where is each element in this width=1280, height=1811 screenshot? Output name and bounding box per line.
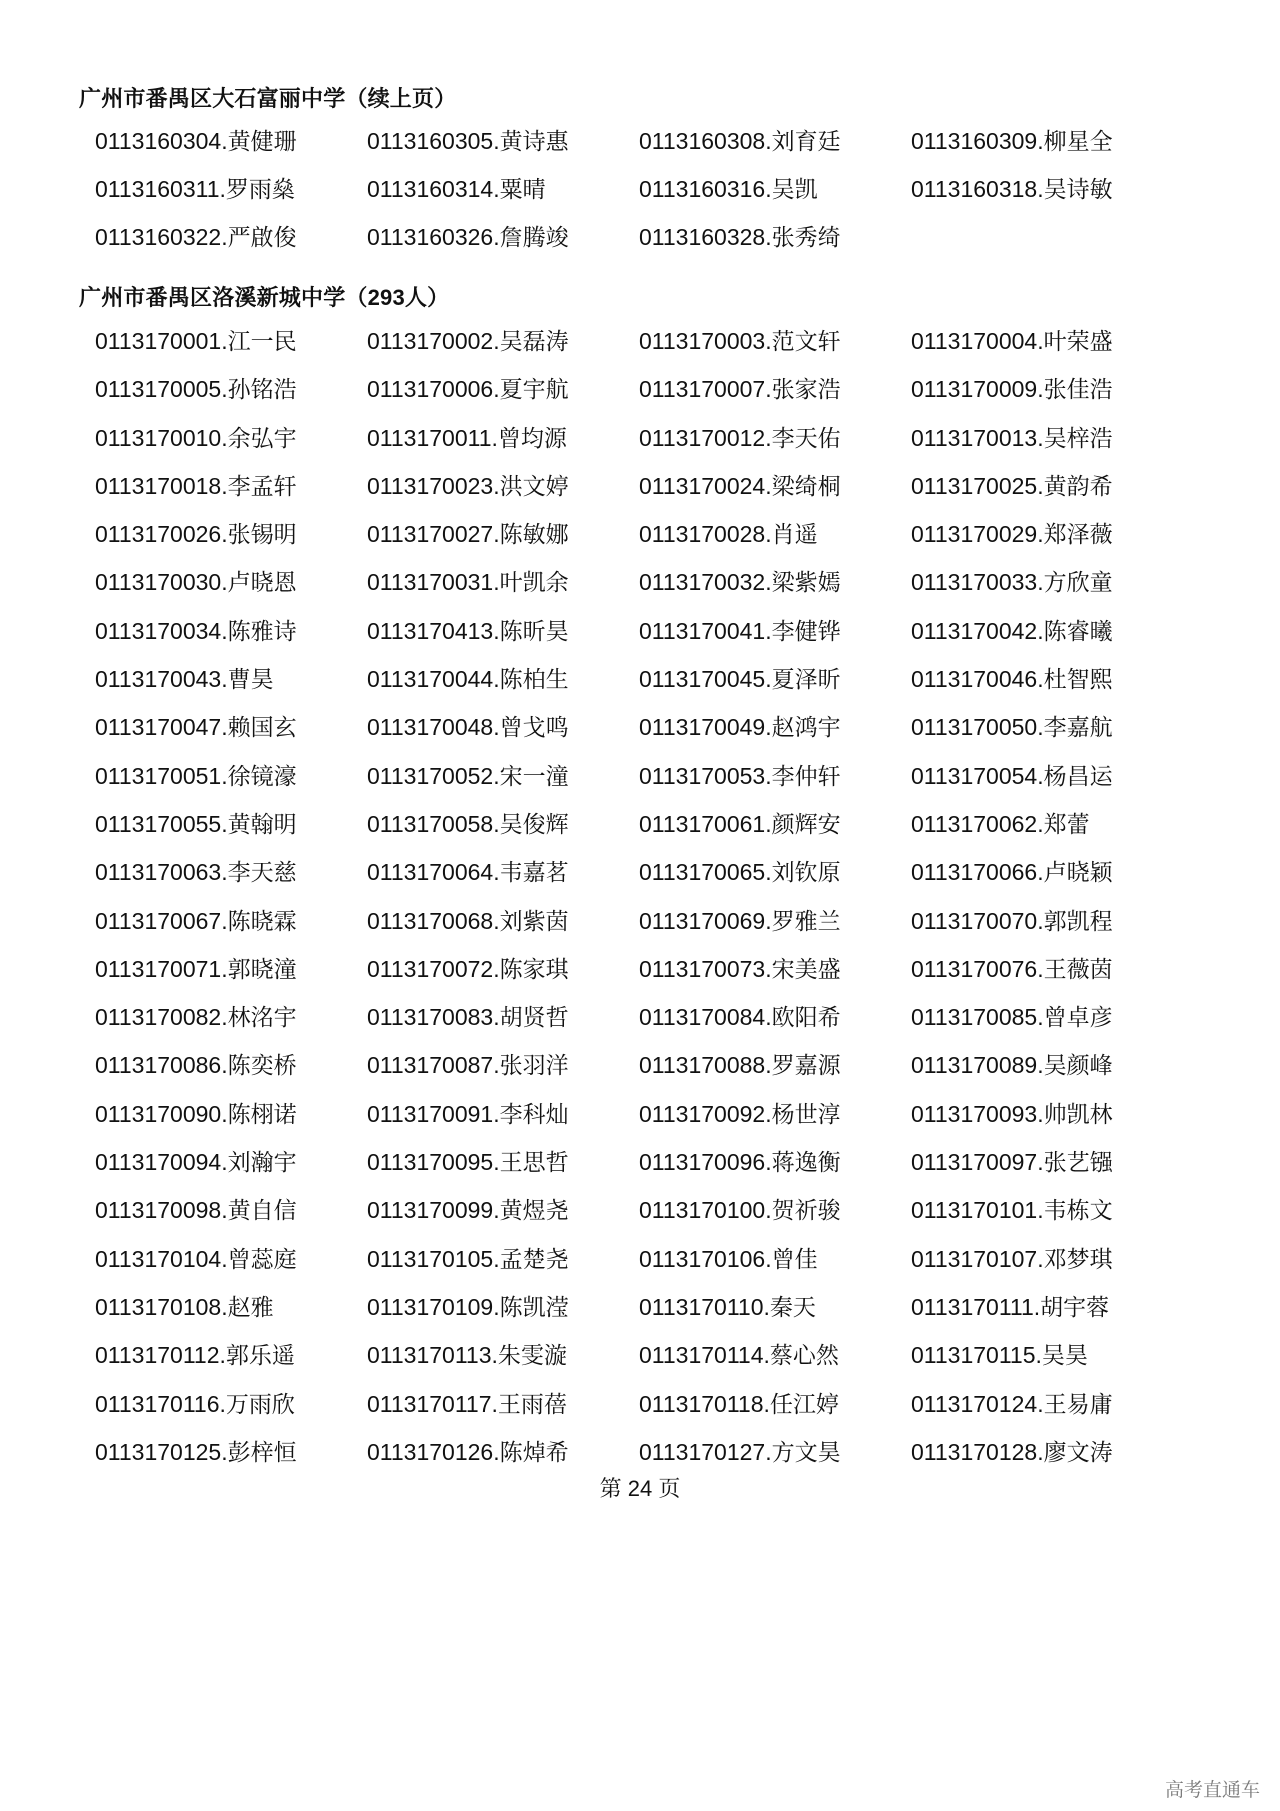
student-entry: 0113160322.严啟俊 — [95, 224, 297, 250]
student-entry: 0113170012.李天佑 — [639, 424, 841, 451]
student-entry: 0113170086.陈奕桥 — [95, 1052, 297, 1079]
student-entry: 0113170051.徐镜濠 — [95, 762, 297, 789]
student-entry: 0113170108.赵雅 — [95, 1293, 274, 1320]
student-entry: 0113170047.赖国玄 — [95, 714, 297, 741]
student-entry: 0113170028.肖遥 — [639, 521, 818, 548]
entry-grid — [95, 117, 1183, 261]
student-entry: 0113170082.林洺宇 — [95, 1004, 297, 1031]
entry-grid — [95, 317, 1183, 1476]
student-entry: 0113170013.吴梓浩 — [911, 424, 1113, 451]
watermark: 高考直通车 — [1164, 1780, 1260, 1801]
student-entry: 0113170026.张锡明 — [95, 521, 297, 548]
student-entry: 0113170062.郑蕾 — [911, 810, 1090, 837]
student-entry: 0113170030.卢晓恩 — [95, 569, 297, 596]
student-entry: 0113170118.任江婷 — [639, 1390, 839, 1417]
student-entry: 0113170097.张艺镪 — [911, 1149, 1113, 1176]
student-entry: 0113170068.刘紫茵 — [367, 907, 569, 934]
student-entry: 0113170006.夏宇航 — [367, 376, 569, 403]
school-heading: 广州市番禺区洛溪新城中学（293人） — [79, 285, 450, 310]
student-entry: 0113170005.孙铭浩 — [95, 376, 297, 403]
student-entry: 0113170066.卢晓颖 — [911, 859, 1113, 886]
student-entry: 0113170083.胡贤哲 — [367, 1004, 569, 1031]
student-entry: 0113170041.李健铧 — [639, 617, 841, 644]
student-entry: 0113170072.陈家琪 — [367, 955, 569, 982]
student-entry: 0113160316.吴凯 — [639, 176, 818, 202]
student-entry: 0113170044.陈柏生 — [367, 666, 569, 693]
student-entry: 0113170070.郭凯程 — [911, 907, 1113, 934]
student-entry: 0113170084.欧阳希 — [639, 1004, 841, 1031]
student-entry: 0113170115.吴昊 — [911, 1342, 1088, 1369]
student-entry: 0113170001.江一民 — [95, 328, 297, 354]
student-entry: 0113170011.曾均源 — [367, 424, 567, 451]
student-entry: 0113170071.郭晓潼 — [95, 955, 297, 982]
student-entry: 0113160311.罗雨燊 — [95, 176, 295, 202]
student-entry: 0113170073.宋美盛 — [639, 955, 841, 982]
student-entry: 0113170027.陈敏娜 — [367, 521, 569, 548]
student-entry: 0113170113.朱雯漩 — [367, 1342, 567, 1369]
student-entry: 0113170125.彭梓恒 — [95, 1438, 297, 1465]
student-entry: 0113170109.陈凯滢 — [367, 1293, 569, 1320]
student-entry: 0113170052.宋一潼 — [367, 762, 569, 789]
page-number: 第 24 页 — [599, 1476, 681, 1501]
student-entry: 0113170058.吴俊辉 — [367, 810, 569, 837]
student-entry: 0113170064.韦嘉茗 — [367, 859, 569, 886]
student-entry: 0113170049.赵鸿宇 — [639, 714, 841, 741]
student-entry: 0113170067.陈晓霖 — [95, 907, 297, 934]
student-entry: 0113170007.张家浩 — [639, 376, 841, 403]
student-entry: 0113170025.黄韵希 — [911, 472, 1113, 499]
student-entry: 0113170106.曾佳 — [639, 1245, 818, 1272]
student-entry: 0113170010.余弘宇 — [95, 424, 297, 451]
student-entry: 0113170087.张羽洋 — [367, 1052, 569, 1079]
student-entry: 0113170061.颜辉安 — [639, 810, 841, 837]
student-entry: 0113170069.罗雅兰 — [639, 907, 841, 934]
student-entry: 0113170009.张佳浩 — [911, 376, 1113, 403]
student-entry: 0113170107.邓梦琪 — [911, 1245, 1113, 1272]
student-entry: 0113160305.黄诗惠 — [367, 128, 569, 154]
student-entry: 0113170089.吴颜峰 — [911, 1052, 1113, 1079]
student-entry: 0113170065.刘钦原 — [639, 859, 841, 886]
student-entry: 0113160314.粟晴 — [367, 176, 546, 202]
student-entry: 0113170127.方文昊 — [639, 1438, 841, 1465]
student-entry: 0113170034.陈雅诗 — [95, 617, 297, 644]
student-entry: 0113170076.王薇茵 — [911, 955, 1113, 982]
student-entry: 0113170100.贺祈骏 — [639, 1197, 841, 1224]
student-entry: 0113170092.杨世淳 — [639, 1100, 841, 1127]
student-entry: 0113170093.帅凯林 — [911, 1100, 1113, 1127]
student-entry: 0113170104.曾蕊庭 — [95, 1245, 297, 1272]
student-entry: 0113170050.李嘉航 — [911, 714, 1113, 741]
student-entry: 0113170090.陈栩诺 — [95, 1100, 297, 1127]
student-entry: 0113170110.秦天 — [639, 1293, 816, 1320]
student-entry: 0113170096.蒋逸衡 — [639, 1149, 841, 1176]
student-entry: 0113170105.孟楚尧 — [367, 1245, 569, 1272]
student-entry: 0113170094.刘瀚宇 — [95, 1149, 297, 1176]
student-entry: 0113170117.王雨蓓 — [367, 1390, 567, 1417]
student-entry: 0113160304.黄健珊 — [95, 128, 297, 154]
student-entry: 0113170032.梁紫嫣 — [639, 569, 841, 596]
student-entry: 0113170003.范文轩 — [639, 328, 841, 354]
student-entry: 0113170091.李科灿 — [367, 1100, 569, 1127]
student-entry: 0113160308.刘育廷 — [639, 128, 841, 154]
student-entry: 0113170116.万雨欣 — [95, 1390, 295, 1417]
student-entry: 0113160326.詹腾竣 — [367, 224, 569, 250]
student-entry: 0113170114.蔡心然 — [639, 1342, 839, 1369]
student-entry: 0113160328.张秀绮 — [639, 224, 841, 250]
student-entry: 0113170042.陈睿曦 — [911, 617, 1113, 644]
school-heading: 广州市番禺区大石富丽中学（续上页） — [79, 86, 457, 111]
student-entry: 0113170023.洪文婷 — [367, 472, 569, 499]
student-entry: 0113170048.曾戈鸣 — [367, 714, 569, 741]
student-entry: 0113170126.陈焯希 — [367, 1438, 569, 1465]
student-entry: 0113160309.柳星全 — [911, 128, 1113, 154]
student-entry: 0113170413.陈昕昊 — [367, 617, 569, 644]
student-entry: 0113160318.吴诗敏 — [911, 176, 1113, 202]
student-entry: 0113170095.王思哲 — [367, 1149, 569, 1176]
student-entry: 0113170088.罗嘉源 — [639, 1052, 841, 1079]
student-entry: 0113170085.曾卓彦 — [911, 1004, 1113, 1031]
student-entry: 0113170046.杜智熙 — [911, 666, 1113, 693]
student-entry: 0113170112.郭乐遥 — [95, 1342, 295, 1369]
student-entry: 0113170124.王易庸 — [911, 1390, 1113, 1417]
student-entry: 0113170099.黄煜尧 — [367, 1197, 569, 1224]
student-entry: 0113170043.曹昊 — [95, 666, 274, 693]
student-entry: 0113170063.李天慈 — [95, 859, 297, 886]
student-entry: 0113170055.黄翰明 — [95, 810, 297, 837]
student-entry: 0113170031.叶凯余 — [367, 569, 569, 596]
student-entry: 0113170101.韦栋文 — [911, 1197, 1113, 1224]
student-entry: 0113170018.李孟轩 — [95, 472, 297, 499]
student-entry: 0113170029.郑泽薇 — [911, 521, 1113, 548]
student-entry: 0113170033.方欣童 — [911, 569, 1113, 596]
student-entry: 0113170053.李仲轩 — [639, 762, 841, 789]
student-entry: 0113170045.夏泽昕 — [639, 666, 841, 693]
student-entry: 0113170054.杨昌运 — [911, 762, 1113, 789]
student-entry: 0113170024.梁绮桐 — [639, 472, 841, 499]
student-entry: 0113170128.廖文涛 — [911, 1438, 1113, 1465]
student-entry: 0113170004.叶荣盛 — [911, 328, 1113, 354]
student-entry: 0113170098.黄自信 — [95, 1197, 297, 1224]
student-entry: 0113170002.吴磊涛 — [367, 328, 569, 354]
student-entry: 0113170111.胡宇蓉 — [911, 1293, 1110, 1320]
